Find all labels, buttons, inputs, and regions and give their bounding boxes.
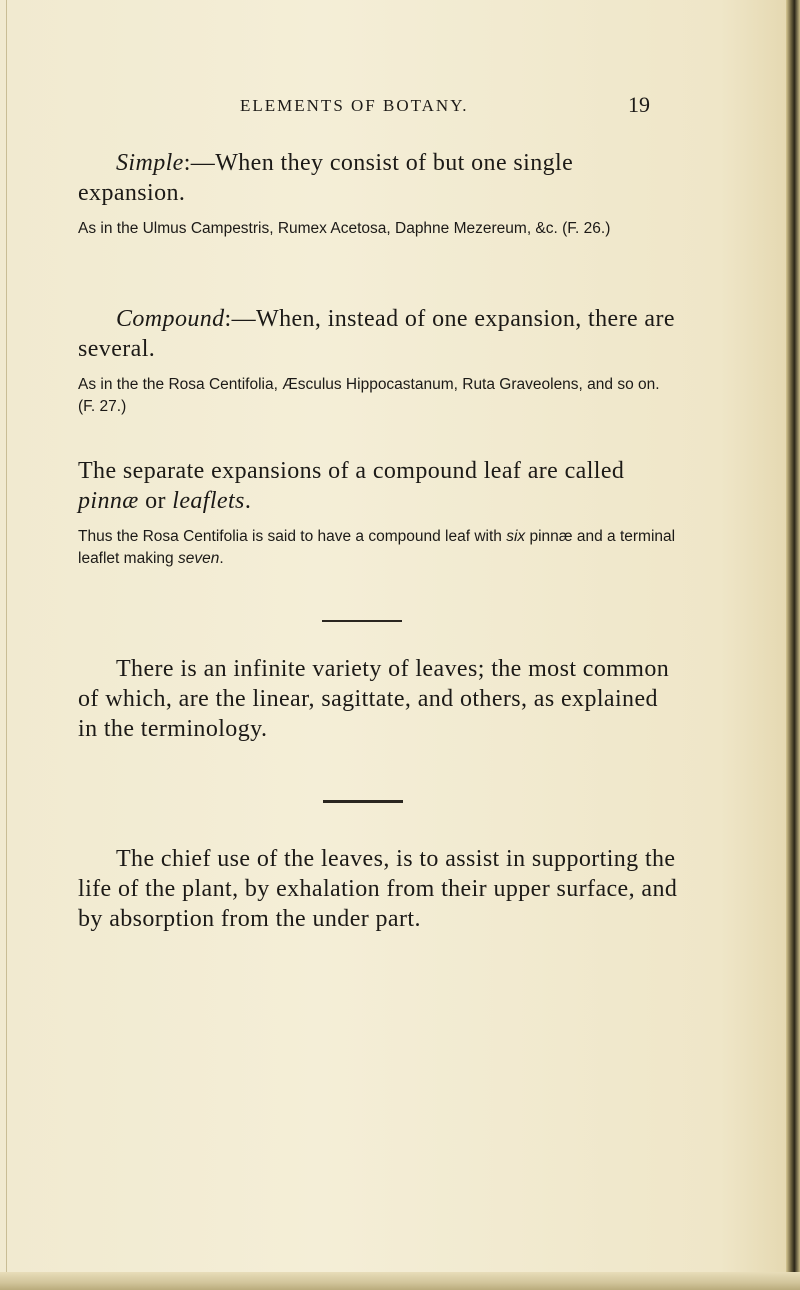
section-divider — [322, 620, 402, 622]
simple-example: As in the Ulmus Campestris, Rumex Acetosa, Daphne Mezereum, &c. (F. 26.) — [78, 220, 611, 237]
page-left-edge — [6, 0, 7, 1290]
simple-section — [78, 148, 678, 240]
running-title: ELEMENTS OF BOTANY. — [240, 96, 469, 115]
pinnae-paragraph: The separate expansions of a compound leaf are called pinnæ or leaflets. — [78, 458, 625, 514]
simple-definition: Simple:—When they consist of but one single expansion. — [78, 150, 574, 206]
compound-definition: Compound:—When, instead of one expansion, there are several. — [78, 306, 675, 362]
pinnae-term: pinnæ — [78, 488, 139, 514]
page-right-edge — [786, 0, 800, 1290]
pinnae-example: Thus the Rosa Centifolia is said to have a compound leaf with six pinnæ and a terminal leaflet making seven. — [78, 528, 676, 567]
simple-term: Simple — [116, 150, 184, 176]
page-bottom-edge — [0, 1272, 800, 1290]
variety-paragraph: There is an infinite variety of leaves; the most common of which, are the linear, sagittate, and others, as explained in the terminology. — [78, 656, 670, 742]
use-section — [78, 844, 678, 934]
variety-section — [78, 654, 678, 744]
compound-example: As in the the Rosa Centifolia, Æsculus Hippocastanum, Ruta Graveolens, and so on. (F. 27.) — [78, 376, 660, 415]
compound-term: Compound — [116, 306, 225, 332]
page-number: 19 — [628, 92, 650, 117]
section-divider — [323, 800, 403, 803]
use-paragraph: The chief use of the leaves, is to assist in supporting the life of the plant, by exhalation from their upper surface, and by absorption from the under part. — [78, 846, 678, 932]
running-header — [240, 92, 660, 122]
compound-section — [78, 304, 678, 418]
pinnae-section — [78, 456, 678, 570]
leaflets-term: leaflets — [172, 488, 245, 514]
